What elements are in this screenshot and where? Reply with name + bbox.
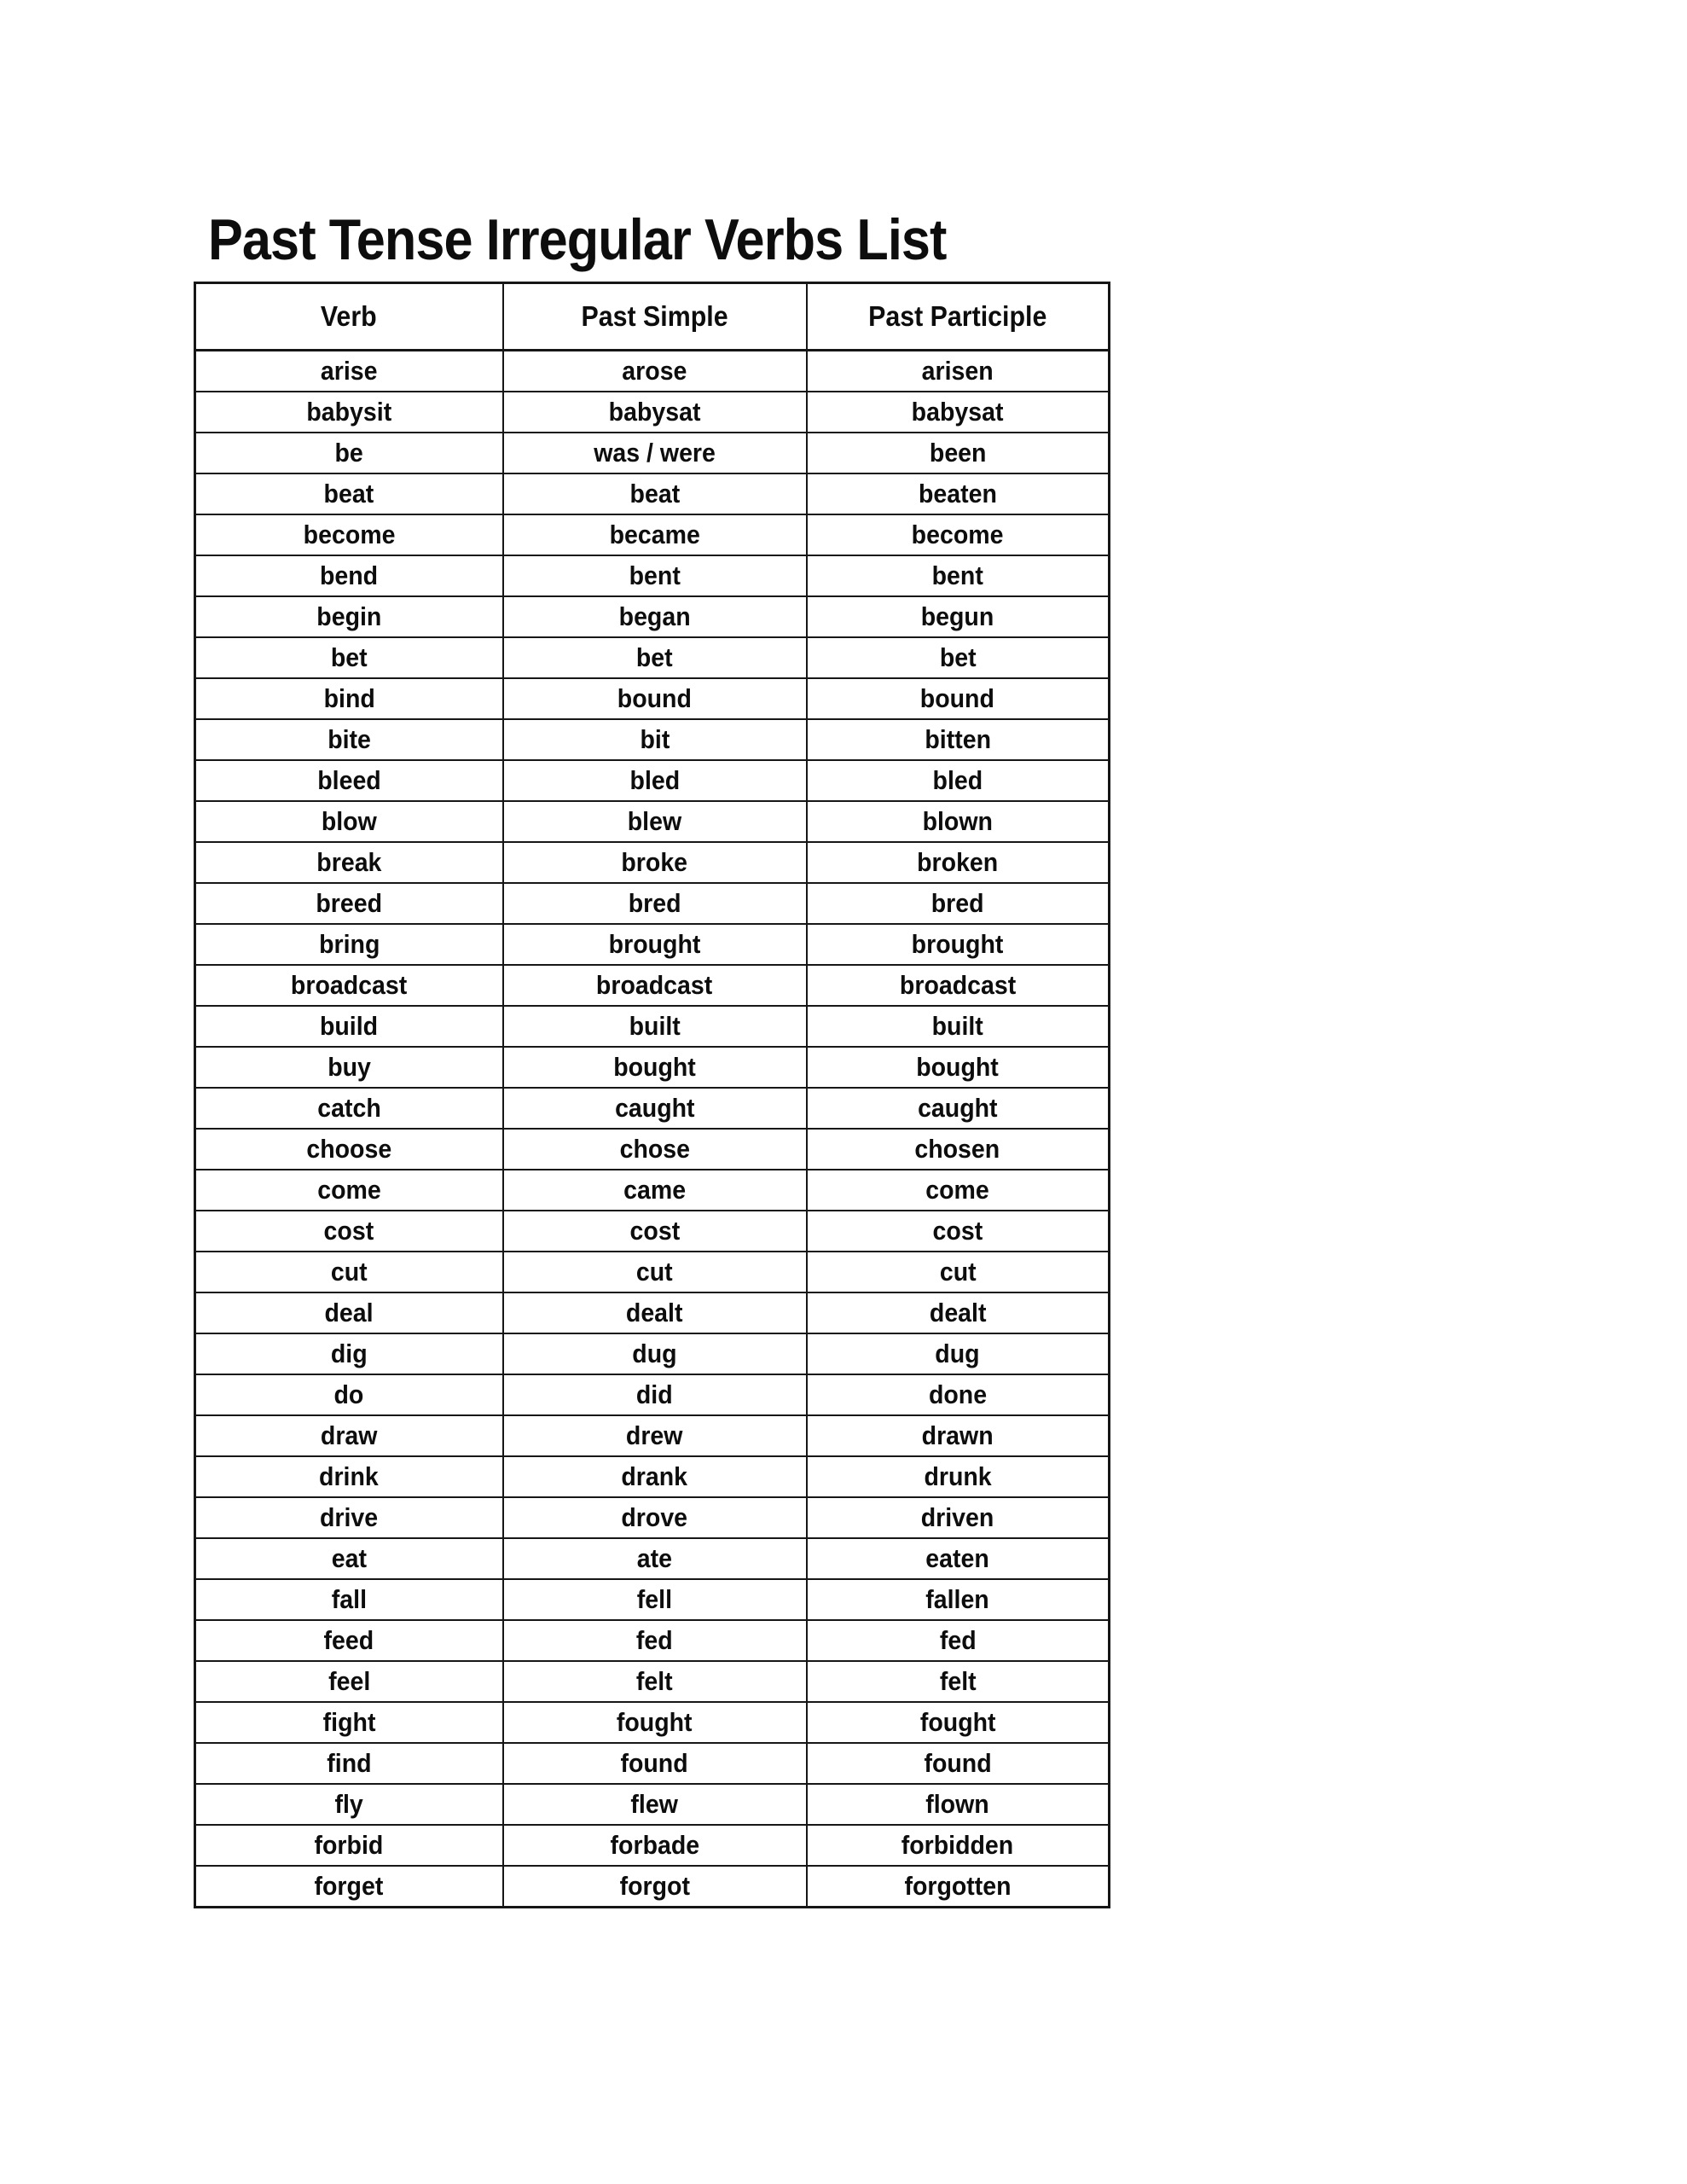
cell-text: drew [626, 1420, 683, 1450]
cell-text: bind [323, 683, 375, 713]
cell-text: bit [640, 724, 670, 754]
verb-cell [195, 1825, 503, 1866]
past-simple-cell [503, 883, 807, 924]
past-participle-cell [807, 883, 1110, 924]
past-participle-cell [807, 1702, 1110, 1743]
verb-cell [195, 1702, 503, 1743]
table-row [195, 924, 1110, 965]
past-simple-cell [503, 1579, 807, 1620]
cell-text: ate [636, 1543, 673, 1573]
past-simple-cell [503, 1292, 807, 1333]
verb-cell [195, 1170, 503, 1211]
past-participle-cell [807, 433, 1110, 473]
cell-text: draw [320, 1420, 378, 1450]
cell-text: fought [617, 1707, 693, 1737]
past-simple-cell [503, 1866, 807, 1908]
cell-text: forbid [314, 1830, 384, 1860]
past-simple-cell [503, 1333, 807, 1374]
table-row [195, 1374, 1110, 1415]
table-header-row [195, 283, 1110, 351]
cell-text: arisen [921, 356, 994, 386]
past-participle-cell [807, 351, 1110, 392]
past-participle-cell [807, 1743, 1110, 1784]
cell-text: dug [632, 1339, 677, 1368]
table-row [195, 883, 1110, 924]
cell-text: beat [323, 479, 374, 508]
past-simple-cell [503, 801, 807, 842]
table-row [195, 801, 1110, 842]
cell-text: blew [627, 806, 682, 836]
verb-cell [195, 1456, 503, 1497]
verb-cell [195, 1252, 503, 1292]
cell-text: bled [629, 765, 680, 795]
cell-text: fallen [925, 1584, 989, 1614]
past-simple-cell [503, 1497, 807, 1538]
verb-cell [195, 883, 503, 924]
table-body [195, 351, 1110, 1908]
cell-text: do [333, 1380, 364, 1409]
past-simple-cell [503, 473, 807, 514]
past-simple-cell [503, 1211, 807, 1252]
past-participle-cell [807, 473, 1110, 514]
cell-text: eaten [925, 1543, 989, 1573]
cell-text: fed [636, 1625, 673, 1655]
cell-text: fed [939, 1625, 977, 1655]
past-participle-cell [807, 1784, 1110, 1825]
cell-text: came [623, 1175, 686, 1205]
past-participle-cell [807, 678, 1110, 719]
past-simple-cell [503, 1006, 807, 1047]
verb-cell [195, 1374, 503, 1415]
cell-text: cost [323, 1216, 374, 1246]
past-simple-cell [503, 596, 807, 637]
cell-text: flew [630, 1789, 679, 1819]
cell-text: babysat [911, 397, 1004, 427]
past-simple-cell [503, 1374, 807, 1415]
verb-cell [195, 1661, 503, 1702]
header-verb: Verb [195, 283, 503, 351]
verb-cell [195, 1579, 503, 1620]
cell-text: bent [931, 561, 983, 590]
table-row [195, 473, 1110, 514]
cell-text: flown [925, 1789, 989, 1819]
table-row [195, 678, 1110, 719]
cell-text: brought [608, 929, 701, 959]
past-participle-cell [807, 1170, 1110, 1211]
past-simple-cell [503, 351, 807, 392]
table-row [195, 842, 1110, 883]
cell-text: begun [920, 601, 994, 631]
verb-cell [195, 1743, 503, 1784]
table-row [195, 1538, 1110, 1579]
verb-cell [195, 1211, 503, 1252]
past-participle-cell [807, 1211, 1110, 1252]
page-title: Past Tense Irregular Verbs List [208, 207, 947, 272]
past-simple-cell [503, 1047, 807, 1088]
cell-text: became [609, 520, 700, 549]
past-participle-cell [807, 555, 1110, 596]
cell-text: bet [636, 642, 673, 672]
cell-text: catch [316, 1093, 381, 1123]
past-participle-cell [807, 1252, 1110, 1292]
past-simple-cell [503, 842, 807, 883]
table-row [195, 514, 1110, 555]
past-participle-cell [807, 1579, 1110, 1620]
past-simple-cell [503, 433, 807, 473]
cell-text: fight [322, 1707, 376, 1737]
cell-text: break [316, 847, 382, 877]
cell-text: did [636, 1380, 673, 1409]
verb-cell [195, 719, 503, 760]
past-simple-cell [503, 1620, 807, 1661]
verb-cell [195, 965, 503, 1006]
past-participle-cell [807, 1620, 1110, 1661]
past-participle-cell [807, 1661, 1110, 1702]
past-participle-cell [807, 1047, 1110, 1088]
cell-text: broadcast [899, 970, 1016, 1000]
verb-cell [195, 801, 503, 842]
past-simple-cell [503, 1170, 807, 1211]
cell-text: fall [331, 1584, 367, 1614]
past-simple-cell [503, 555, 807, 596]
past-simple-cell [503, 637, 807, 678]
cell-text: found [620, 1748, 689, 1778]
cell-text: bet [939, 642, 977, 672]
past-simple-cell [503, 1702, 807, 1743]
table-row [195, 1292, 1110, 1333]
past-participle-cell [807, 514, 1110, 555]
past-simple-cell [503, 514, 807, 555]
cell-text: been [929, 438, 987, 468]
table-row [195, 1620, 1110, 1661]
past-participle-cell [807, 924, 1110, 965]
past-participle-cell [807, 392, 1110, 433]
past-participle-cell [807, 1538, 1110, 1579]
cell-text: built [629, 1011, 681, 1041]
past-participle-cell [807, 637, 1110, 678]
cell-text: arose [622, 356, 687, 386]
cell-text: bite [327, 724, 371, 754]
past-participle-cell [807, 1497, 1110, 1538]
past-simple-cell [503, 1538, 807, 1579]
cell-text: dealt [626, 1298, 683, 1327]
table-row [195, 1579, 1110, 1620]
cell-text: broadcast [596, 970, 713, 1000]
table-row [195, 596, 1110, 637]
cell-text: forgot [619, 1871, 690, 1901]
cell-text: broke [621, 847, 688, 877]
cell-text: cost [629, 1216, 680, 1246]
cell-text: bent [629, 561, 681, 590]
verb-cell [195, 555, 503, 596]
past-participle-cell [807, 1292, 1110, 1333]
past-participle-cell [807, 1456, 1110, 1497]
cell-text: fell [636, 1584, 673, 1614]
past-participle-cell [807, 719, 1110, 760]
table-row [195, 433, 1110, 473]
cell-text: dig [330, 1339, 368, 1368]
cell-text: drink [319, 1461, 380, 1491]
past-participle-cell [807, 1374, 1110, 1415]
verb-cell [195, 514, 503, 555]
cell-text: arise [320, 356, 378, 386]
table-row [195, 1743, 1110, 1784]
cell-text: bound [617, 683, 693, 713]
verb-cell [195, 1088, 503, 1129]
cell-text: begin [316, 601, 382, 631]
past-simple-cell [503, 1825, 807, 1866]
cell-text: forbade [610, 1830, 699, 1860]
past-simple-cell [503, 678, 807, 719]
cell-text: babysit [306, 397, 392, 427]
cell-text: come [925, 1175, 989, 1205]
table-row [195, 760, 1110, 801]
header-past-simple: Past Simple [503, 283, 807, 351]
verb-cell [195, 1784, 503, 1825]
verb-cell [195, 392, 503, 433]
verb-cell [195, 1333, 503, 1374]
cell-text: become [911, 520, 1004, 549]
verb-cell [195, 1006, 503, 1047]
table-row [195, 1333, 1110, 1374]
past-participle-cell [807, 1088, 1110, 1129]
cell-text: deal [324, 1298, 374, 1327]
cell-text: bitten [924, 724, 991, 754]
cell-text: feel [328, 1666, 370, 1696]
table-row [195, 1252, 1110, 1292]
table-row [195, 1702, 1110, 1743]
table-row [195, 1825, 1110, 1866]
verb-cell [195, 1047, 503, 1088]
verb-cell [195, 596, 503, 637]
cell-text: broken [917, 847, 999, 877]
verb-cell [195, 473, 503, 514]
cell-text: eat [331, 1543, 367, 1573]
verb-cell [195, 1129, 503, 1170]
cell-text: found [924, 1748, 992, 1778]
verb-cell [195, 433, 503, 473]
past-participle-cell [807, 1825, 1110, 1866]
cell-text: forbidden [901, 1830, 1014, 1860]
table-row [195, 1129, 1110, 1170]
past-simple-cell [503, 392, 807, 433]
past-simple-cell [503, 965, 807, 1006]
past-participle-cell [807, 1129, 1110, 1170]
cell-text: dug [935, 1339, 980, 1368]
cell-text: felt [636, 1666, 673, 1696]
past-simple-cell [503, 719, 807, 760]
cell-text: fly [334, 1789, 363, 1819]
cell-text: chosen [914, 1134, 1000, 1164]
past-participle-cell [807, 1866, 1110, 1908]
table-row [195, 637, 1110, 678]
cell-text: become [303, 520, 396, 549]
cell-text: beat [629, 479, 680, 508]
past-participle-cell [807, 1415, 1110, 1456]
verb-cell [195, 351, 503, 392]
table-row [195, 392, 1110, 433]
cell-text: breed [316, 888, 383, 918]
cell-text: feed [323, 1625, 374, 1655]
table-row [195, 1211, 1110, 1252]
cell-text: bought [613, 1052, 696, 1082]
verb-cell [195, 924, 503, 965]
cell-text: brought [911, 929, 1004, 959]
table-row [195, 1088, 1110, 1129]
past-simple-cell [503, 1252, 807, 1292]
cell-text: broadcast [291, 970, 408, 1000]
cell-text: drank [621, 1461, 688, 1491]
past-simple-cell [503, 1784, 807, 1825]
table-row [195, 965, 1110, 1006]
table-row [195, 555, 1110, 596]
cell-text: cut [636, 1257, 673, 1287]
cell-text: bled [932, 765, 983, 795]
cell-text: driven [920, 1502, 994, 1532]
cell-text: bought [916, 1052, 1000, 1082]
verb-cell [195, 1866, 503, 1908]
cell-text: forget [314, 1871, 384, 1901]
past-simple-cell [503, 1415, 807, 1456]
past-participle-cell [807, 965, 1110, 1006]
cell-text: felt [939, 1666, 977, 1696]
past-simple-cell [503, 1129, 807, 1170]
table-row [195, 1006, 1110, 1047]
table-row [195, 1866, 1110, 1908]
table-row [195, 351, 1110, 392]
cell-text: bend [320, 561, 379, 590]
cell-text: forgotten [904, 1871, 1012, 1901]
cell-text: began [618, 601, 691, 631]
cell-text: cut [330, 1257, 368, 1287]
cell-text: find [327, 1748, 372, 1778]
verb-cell [195, 637, 503, 678]
cell-text: babysat [608, 397, 701, 427]
past-simple-cell [503, 1661, 807, 1702]
cell-text: caught [918, 1093, 998, 1123]
table-row [195, 1047, 1110, 1088]
verb-cell [195, 678, 503, 719]
cell-text: dealt [929, 1298, 987, 1327]
verb-cell [195, 1292, 503, 1333]
past-participle-cell [807, 1333, 1110, 1374]
past-simple-cell [503, 924, 807, 965]
past-participle-cell [807, 760, 1110, 801]
cell-text: buy [327, 1052, 371, 1082]
cell-text: beaten [918, 479, 997, 508]
cell-text: caught [614, 1093, 695, 1123]
header-past-participle: Past Participle [807, 283, 1110, 351]
irregular-verbs-table [194, 282, 1110, 1908]
cell-text: bleed [317, 765, 381, 795]
cell-text: chose [619, 1134, 690, 1164]
cell-text: be [334, 438, 363, 468]
cell-text: built [931, 1011, 983, 1041]
cell-text: blow [321, 806, 377, 836]
cell-text: build [320, 1011, 379, 1041]
verb-cell [195, 1620, 503, 1661]
cell-text: was / were [594, 438, 716, 468]
past-simple-cell [503, 1743, 807, 1784]
cell-text: fought [919, 1707, 996, 1737]
cell-text: blown [922, 806, 993, 836]
table-row [195, 1497, 1110, 1538]
table-row [195, 719, 1110, 760]
verb-cell [195, 760, 503, 801]
cell-text: cut [939, 1257, 977, 1287]
cell-text: bred [930, 888, 984, 918]
cell-text: drunk [924, 1461, 992, 1491]
cell-text: drove [621, 1502, 688, 1532]
past-simple-cell [503, 760, 807, 801]
cell-text: cost [932, 1216, 983, 1246]
past-participle-cell [807, 842, 1110, 883]
table-row [195, 1456, 1110, 1497]
past-participle-cell [807, 1006, 1110, 1047]
verb-cell [195, 842, 503, 883]
cell-text: drawn [921, 1420, 994, 1450]
verb-cell [195, 1415, 503, 1456]
verb-cell [195, 1497, 503, 1538]
cell-text: bet [330, 642, 368, 672]
cell-text: done [928, 1380, 987, 1409]
cell-text: drive [320, 1502, 379, 1532]
table-row [195, 1415, 1110, 1456]
cell-text: choose [306, 1134, 392, 1164]
verb-cell [195, 1538, 503, 1579]
past-participle-cell [807, 596, 1110, 637]
cell-text: bring [318, 929, 380, 959]
cell-text: come [316, 1175, 381, 1205]
past-simple-cell [503, 1456, 807, 1497]
table-row [195, 1661, 1110, 1702]
cell-text: bred [628, 888, 681, 918]
past-simple-cell [503, 1088, 807, 1129]
cell-text: bound [920, 683, 995, 713]
table-row [195, 1784, 1110, 1825]
table-row [195, 1170, 1110, 1211]
past-participle-cell [807, 801, 1110, 842]
